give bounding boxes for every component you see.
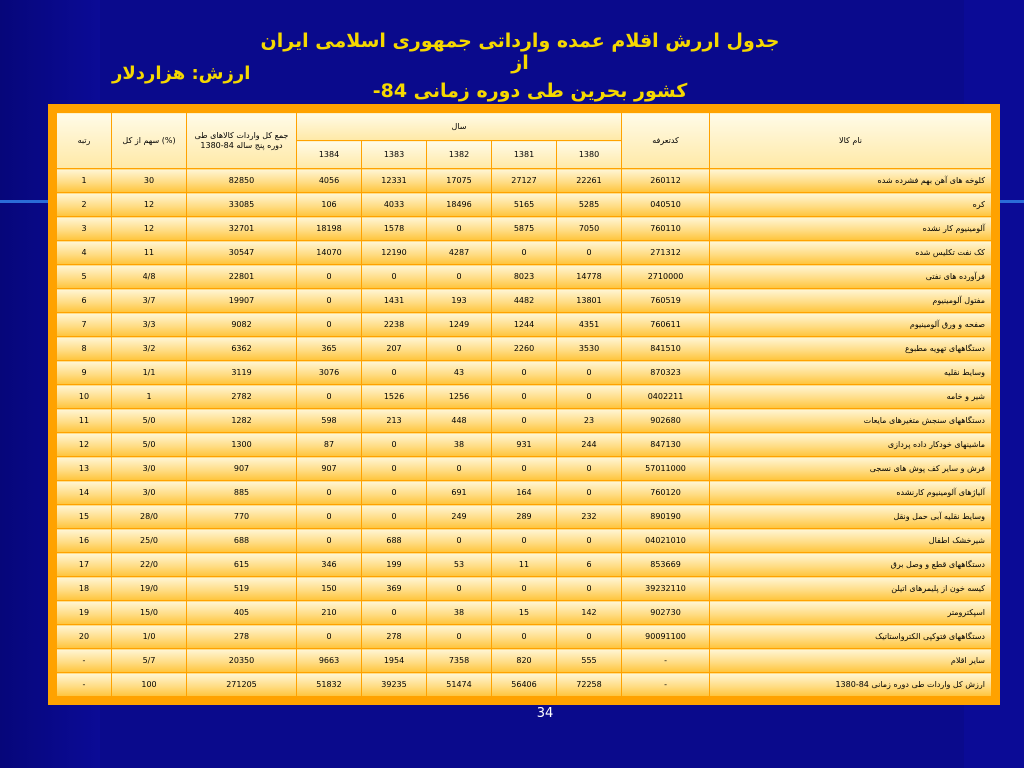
cell-name: آلیاژهای آلومینیوم کارنشده (710, 481, 992, 505)
cell-code: 870323 (622, 361, 710, 385)
cell-y1381: 56406 (492, 673, 557, 697)
cell-code: 260112 (622, 169, 710, 193)
table-row (57, 193, 992, 217)
cell-y1382: 18496 (427, 193, 492, 217)
cell-y1381: 164 (492, 481, 557, 505)
cell-name: کیسه خون از پلیمرهای اتیلن (710, 577, 992, 601)
cell-code: 902730 (622, 601, 710, 625)
cell-rank: 8 (57, 337, 112, 361)
cell-y1384: 4056 (297, 169, 362, 193)
cell-y1380: 0 (557, 457, 622, 481)
cell-code: 902680 (622, 409, 710, 433)
table-frame (48, 104, 1000, 705)
cell-total: 405 (187, 601, 297, 625)
cell-rank: 5 (57, 265, 112, 289)
cell-share: 19/0 (112, 577, 187, 601)
cell-total: 9082 (187, 313, 297, 337)
cell-y1383: 0 (362, 265, 427, 289)
cell-y1382: 0 (427, 337, 492, 361)
cell-code: 0402211 (622, 385, 710, 409)
cell-share: 4/8 (112, 265, 187, 289)
cell-share: 3/7 (112, 289, 187, 313)
cell-total: 271205 (187, 673, 297, 697)
cell-y1380: 0 (557, 361, 622, 385)
cell-name: فرآورده های نفتی (710, 265, 992, 289)
cell-name: دستگاههای فتوکپی الکترواستاتیک (710, 625, 992, 649)
cell-total: 6362 (187, 337, 297, 361)
cell-y1384: 14070 (297, 241, 362, 265)
table-row (57, 337, 992, 361)
cell-code: 040510 (622, 193, 710, 217)
cell-y1381: 0 (492, 457, 557, 481)
cell-y1384: 598 (297, 409, 362, 433)
cell-rank: 16 (57, 529, 112, 553)
cell-y1380: 0 (557, 385, 622, 409)
cell-total: 32701 (187, 217, 297, 241)
cell-y1382: 0 (427, 457, 492, 481)
cell-y1381: 931 (492, 433, 557, 457)
slide-title-line1: جدول اررش اقلام عمده وارداتی جمهوری اسلامی ایران از (260, 30, 780, 74)
cell-code: 90091100 (622, 625, 710, 649)
cell-y1383: 2238 (362, 313, 427, 337)
cell-y1383: 369 (362, 577, 427, 601)
table-body (57, 169, 992, 697)
table-row (57, 529, 992, 553)
cell-total: 22801 (187, 265, 297, 289)
cell-y1381: 8023 (492, 265, 557, 289)
cell-y1381: 15 (492, 601, 557, 625)
cell-y1384: 51832 (297, 673, 362, 697)
cell-code: 841510 (622, 337, 710, 361)
cell-y1380: 3530 (557, 337, 622, 361)
table-row (57, 385, 992, 409)
imports-table (56, 112, 992, 697)
cell-y1383: 0 (362, 505, 427, 529)
cell-y1383: 12190 (362, 241, 427, 265)
cell-y1384: 0 (297, 529, 362, 553)
cell-name: ارزش کل واردات طی دوره زمانی 84-1380 (710, 673, 992, 697)
cell-y1380: 22261 (557, 169, 622, 193)
table-row (57, 577, 992, 601)
cell-y1381: 0 (492, 409, 557, 433)
cell-y1382: 0 (427, 625, 492, 649)
cell-y1382: 1256 (427, 385, 492, 409)
header-year-1380: 1380 (557, 141, 622, 169)
cell-y1384: 210 (297, 601, 362, 625)
cell-y1382: 0 (427, 577, 492, 601)
cell-total: 82850 (187, 169, 297, 193)
cell-code: 271312 (622, 241, 710, 265)
cell-y1382: 1249 (427, 313, 492, 337)
cell-y1380: 0 (557, 529, 622, 553)
cell-code: 760519 (622, 289, 710, 313)
cell-y1382: 38 (427, 433, 492, 457)
cell-y1383: 12331 (362, 169, 427, 193)
cell-name: ماشینهای خودکار داده پردازی (710, 433, 992, 457)
header-code: کدتعرفه (622, 113, 710, 169)
cell-name: کلوخه های آهن بهم فشرده شده (710, 169, 992, 193)
slide-title-line2: کشور بحرین طی دوره زمانی 84- (372, 80, 688, 102)
cell-total: 2782 (187, 385, 297, 409)
cell-name: اسپکترومتر (710, 601, 992, 625)
cell-y1380: 142 (557, 601, 622, 625)
cell-y1380: 14778 (557, 265, 622, 289)
cell-y1383: 0 (362, 433, 427, 457)
cell-total: 33085 (187, 193, 297, 217)
cell-total: 1300 (187, 433, 297, 457)
cell-name: سایر اقلام (710, 649, 992, 673)
cell-y1383: 0 (362, 481, 427, 505)
cell-rank: 11 (57, 409, 112, 433)
cell-rank: 17 (57, 553, 112, 577)
table-row (57, 505, 992, 529)
cell-name: کک نفت تکلیس شده (710, 241, 992, 265)
cell-y1383: 39235 (362, 673, 427, 697)
cell-y1380: 13801 (557, 289, 622, 313)
cell-code: 04021010 (622, 529, 710, 553)
cell-rank: 18 (57, 577, 112, 601)
cell-rank: 4 (57, 241, 112, 265)
cell-y1384: 106 (297, 193, 362, 217)
table-row (57, 649, 992, 673)
cell-y1382: 7358 (427, 649, 492, 673)
cell-y1380: 5285 (557, 193, 622, 217)
cell-total: 278 (187, 625, 297, 649)
page-number: 34 (536, 706, 554, 721)
cell-y1384: 9663 (297, 649, 362, 673)
cell-y1383: 0 (362, 361, 427, 385)
cell-y1380: 0 (557, 577, 622, 601)
cell-code: - (622, 673, 710, 697)
cell-y1381: 289 (492, 505, 557, 529)
cell-y1380: 0 (557, 241, 622, 265)
cell-y1383: 0 (362, 601, 427, 625)
cell-share: 3/0 (112, 481, 187, 505)
cell-y1381: 4482 (492, 289, 557, 313)
cell-rank: - (57, 673, 112, 697)
cell-share: 15/0 (112, 601, 187, 625)
cell-y1384: 0 (297, 625, 362, 649)
cell-rank: 1 (57, 169, 112, 193)
cell-name: شیر و خامه (710, 385, 992, 409)
cell-name: وسایط نقلیه (710, 361, 992, 385)
header-year-1384: 1384 (297, 141, 362, 169)
cell-y1382: 249 (427, 505, 492, 529)
cell-y1384: 0 (297, 289, 362, 313)
cell-share: 1 (112, 385, 187, 409)
cell-y1381: 1244 (492, 313, 557, 337)
cell-rank: 13 (57, 457, 112, 481)
cell-y1382: 17075 (427, 169, 492, 193)
table-row (57, 409, 992, 433)
header-share: سهم از کل (%) (112, 113, 187, 169)
cell-y1380: 0 (557, 481, 622, 505)
cell-y1382: 0 (427, 265, 492, 289)
cell-share: 12 (112, 217, 187, 241)
cell-y1383: 199 (362, 553, 427, 577)
cell-y1382: 53 (427, 553, 492, 577)
cell-total: 1282 (187, 409, 297, 433)
table-row (57, 601, 992, 625)
cell-name: صفحه و ورق آلومینیوم (710, 313, 992, 337)
cell-total: 885 (187, 481, 297, 505)
cell-y1380: 72258 (557, 673, 622, 697)
cell-name: دستگاههای قطع و وصل برق (710, 553, 992, 577)
cell-y1383: 1578 (362, 217, 427, 241)
table-row (57, 265, 992, 289)
cell-total: 907 (187, 457, 297, 481)
table-row (57, 313, 992, 337)
table-row (57, 241, 992, 265)
cell-share: 5/7 (112, 649, 187, 673)
header-year-1381: 1381 (492, 141, 557, 169)
cell-rank: 6 (57, 289, 112, 313)
cell-rank: 12 (57, 433, 112, 457)
table-row (57, 625, 992, 649)
cell-share: 3/3 (112, 313, 187, 337)
cell-code: 760110 (622, 217, 710, 241)
header-name: نام کالا (710, 113, 992, 169)
table-row (57, 169, 992, 193)
cell-rank: 15 (57, 505, 112, 529)
cell-y1380: 0 (557, 625, 622, 649)
cell-rank: 19 (57, 601, 112, 625)
cell-share: 28/0 (112, 505, 187, 529)
cell-y1384: 18198 (297, 217, 362, 241)
cell-y1382: 0 (427, 529, 492, 553)
cell-y1382: 38 (427, 601, 492, 625)
cell-code: 760611 (622, 313, 710, 337)
cell-y1383: 1431 (362, 289, 427, 313)
cell-code: 890190 (622, 505, 710, 529)
table-row (57, 433, 992, 457)
cell-code: - (622, 649, 710, 673)
cell-share: 12 (112, 193, 187, 217)
header-rank: رتبه (57, 113, 112, 169)
cell-y1383: 278 (362, 625, 427, 649)
cell-total: 3119 (187, 361, 297, 385)
cell-y1384: 0 (297, 313, 362, 337)
cell-share: 3/2 (112, 337, 187, 361)
cell-rank: 7 (57, 313, 112, 337)
cell-y1384: 365 (297, 337, 362, 361)
cell-share: 11 (112, 241, 187, 265)
cell-total: 19907 (187, 289, 297, 313)
cell-y1381: 0 (492, 625, 557, 649)
unit-label: ارزش: هزاردلار (112, 63, 251, 84)
cell-y1381: 0 (492, 361, 557, 385)
cell-y1380: 4351 (557, 313, 622, 337)
table-row (57, 457, 992, 481)
cell-y1384: 0 (297, 481, 362, 505)
cell-share: 1/0 (112, 625, 187, 649)
cell-share: 100 (112, 673, 187, 697)
cell-y1384: 150 (297, 577, 362, 601)
cell-share: 1/1 (112, 361, 187, 385)
cell-total: 615 (187, 553, 297, 577)
table-row (57, 481, 992, 505)
cell-y1384: 87 (297, 433, 362, 457)
table-row (57, 553, 992, 577)
cell-code: 853669 (622, 553, 710, 577)
cell-y1381: 0 (492, 241, 557, 265)
cell-y1381: 11 (492, 553, 557, 577)
cell-y1382: 4287 (427, 241, 492, 265)
cell-name: وسایط نقلیه آبی حمل ونقل (710, 505, 992, 529)
cell-y1381: 5875 (492, 217, 557, 241)
cell-y1381: 820 (492, 649, 557, 673)
cell-y1382: 0 (427, 217, 492, 241)
table-row (57, 217, 992, 241)
cell-y1380: 7050 (557, 217, 622, 241)
cell-name: فرش و سایر کف پوش های نسجی (710, 457, 992, 481)
cell-name: دستگاههای سنجش متغیرهای مایعات (710, 409, 992, 433)
cell-total: 770 (187, 505, 297, 529)
cell-y1381: 27127 (492, 169, 557, 193)
cell-share: 3/0 (112, 457, 187, 481)
cell-rank: 20 (57, 625, 112, 649)
cell-y1383: 213 (362, 409, 427, 433)
cell-share: 22/0 (112, 553, 187, 577)
cell-total: 20350 (187, 649, 297, 673)
cell-y1380: 244 (557, 433, 622, 457)
table-row (57, 673, 992, 697)
cell-rank: 9 (57, 361, 112, 385)
header-total: جمع کل واردات کالاهای طی دوره پنج ساله 84-1380 (187, 113, 297, 169)
cell-y1383: 688 (362, 529, 427, 553)
cell-share: 5/0 (112, 409, 187, 433)
cell-share: 25/0 (112, 529, 187, 553)
cell-y1384: 0 (297, 265, 362, 289)
cell-y1383: 0 (362, 457, 427, 481)
cell-y1384: 3076 (297, 361, 362, 385)
cell-y1383: 1954 (362, 649, 427, 673)
cell-rank: 10 (57, 385, 112, 409)
cell-y1384: 0 (297, 505, 362, 529)
cell-name: دستگاههای تهویه مطبوع (710, 337, 992, 361)
cell-code: 39232110 (622, 577, 710, 601)
cell-rank: 2 (57, 193, 112, 217)
cell-name: آلومینیوم کار نشده (710, 217, 992, 241)
cell-y1382: 51474 (427, 673, 492, 697)
cell-y1380: 232 (557, 505, 622, 529)
cell-y1381: 0 (492, 529, 557, 553)
cell-y1382: 691 (427, 481, 492, 505)
table-row (57, 361, 992, 385)
cell-y1380: 6 (557, 553, 622, 577)
cell-y1382: 43 (427, 361, 492, 385)
cell-y1384: 346 (297, 553, 362, 577)
cell-share: 30 (112, 169, 187, 193)
cell-y1381: 0 (492, 577, 557, 601)
header-year-group: سال (297, 113, 622, 141)
cell-rank: 3 (57, 217, 112, 241)
cell-y1384: 0 (297, 385, 362, 409)
header-year-1383: 1383 (362, 141, 427, 169)
cell-total: 30547 (187, 241, 297, 265)
cell-code: 2710000 (622, 265, 710, 289)
cell-y1383: 207 (362, 337, 427, 361)
cell-total: 519 (187, 577, 297, 601)
cell-y1384: 907 (297, 457, 362, 481)
cell-y1381: 2260 (492, 337, 557, 361)
cell-code: 760120 (622, 481, 710, 505)
cell-total: 688 (187, 529, 297, 553)
cell-rank: 14 (57, 481, 112, 505)
cell-name: مفتول آلومینیوم (710, 289, 992, 313)
cell-share: 5/0 (112, 433, 187, 457)
cell-y1382: 448 (427, 409, 492, 433)
cell-y1380: 23 (557, 409, 622, 433)
cell-rank: - (57, 649, 112, 673)
cell-y1383: 4033 (362, 193, 427, 217)
cell-code: 847130 (622, 433, 710, 457)
cell-name: کره (710, 193, 992, 217)
cell-name: شیرخشک اطفال (710, 529, 992, 553)
cell-code: 57011000 (622, 457, 710, 481)
cell-y1382: 193 (427, 289, 492, 313)
table-row (57, 289, 992, 313)
header-year-1382: 1382 (427, 141, 492, 169)
cell-y1381: 0 (492, 385, 557, 409)
cell-y1383: 1526 (362, 385, 427, 409)
cell-y1380: 555 (557, 649, 622, 673)
cell-y1381: 5165 (492, 193, 557, 217)
